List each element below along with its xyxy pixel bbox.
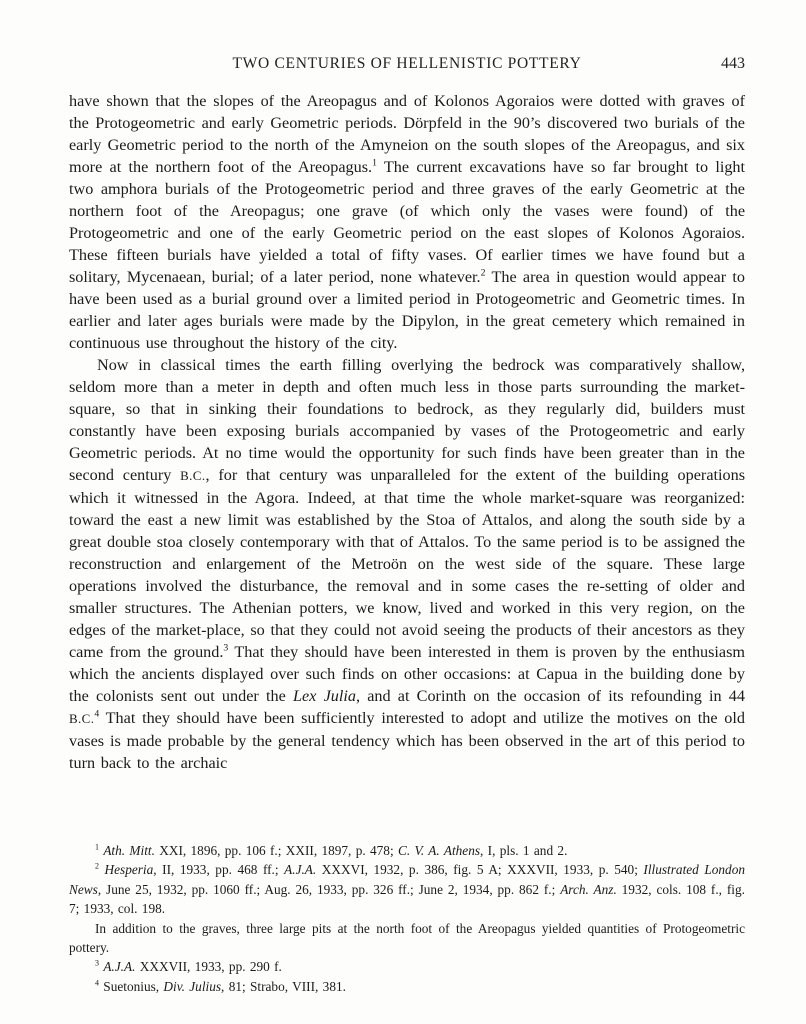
footnote [69,919,745,958]
text-segment: The area in question would appear to have been used as a burial ground over a limited period in Protogeometric and Geometric times. In earlier and later ages burials were made by the Dipylon, in the great cemetery which remained in continuous use throughout the history of the city. [69,268,745,352]
footnote-reference: 3 [223,642,229,654]
text-segment: B.C. [69,711,95,726]
footnote [69,841,745,860]
footnote-reference: 2 [480,267,486,279]
text-segment: , and at Corinth on the occasion of its refounding in 44 [355,687,745,705]
footnote [69,977,745,996]
body-text [69,90,745,774]
footnote [69,957,745,976]
footnote-reference: 2 [95,861,99,871]
footnote-reference: 1 [95,842,99,852]
text-segment: , II, 1933, pp. 468 ff.; [153,862,285,878]
paragraph [69,90,745,354]
footnote-reference: 4 [95,978,99,988]
page-number: 443 [721,55,745,72]
text-segment: XXI, 1896, pp. 106 f.; XXII, 1897, p. 478; [154,843,398,858]
footnote-reference: 1 [372,157,377,169]
text-segment: The current excavations have so far brought to light two amphora burials of the Protogeometric period and three graves of the early Geometric at the northern foot of the Areopagus; one grave (of which only the vases were found) of the Protogeometric and one of the early Geometric period on the east slopes of Kolonos Agoraios. These fifteen burials have yielded a total of fifty vases. Of earlier times we have found but a solitary, Mycenaean, burial; of a later period, none whatever. [69,158,746,286]
text-segment: Arch. Anz. [560,881,617,897]
paragraph [69,354,745,774]
text-segment: Hesperia [104,862,154,878]
text-segment: , I, pls. 1 and 2. [480,843,568,858]
footnotes [69,841,745,996]
text-segment: Ath. Mitt. [103,843,155,858]
text-segment: Lex Julia [292,687,356,705]
text-segment: 1932, cols. 108 f., fig. 7; 1933, col. 198. [69,881,745,917]
text-segment: XXXVI, 1932, p. 386, fig. 5 A; XXXVII, 1933, p. 540; [316,862,644,878]
text-segment: Div. Julius [163,978,222,994]
text-segment: C. V. A. Athens [397,843,481,858]
text-segment: Suetonius, [98,978,164,994]
footnote [69,860,745,918]
text-segment: B.C. [180,468,206,483]
text-segment: , June 25, 1932, pp. 1060 ff.; Aug. 26, 1933, pp. 326 ff.; June 2, 1934, pp. 862 f.; [97,881,561,897]
text-segment: , 81; Strabo, VIII, 381. [221,978,346,994]
text-segment: A.J.A. [284,862,317,878]
footnote-reference: 4 [94,708,100,720]
text-segment: That they should have been sufficiently interested to adopt and utilize the motives on the old vases is made probable by the general tendency which has been observed in the art of this period to turn back to the archaic [69,709,745,772]
text-segment: Illustrated London News [69,862,745,897]
text-segment: XXXVII, 1933, pp. 290 f. [135,959,282,975]
text-segment: Now in classical times the earth filling overlying the bedrock was comparatively shallow, seldom more than a meter in depth and often much less in those parts surrounding the market-square, so that in sinking their foundations to bedrock, as they regularly did, builders must constantly have been exposing burials accompanied by vases of the Protogeometric and early Geometric periods. At no time would the opportunity for such finds have been greater than in the second century [69,356,745,484]
footnote-reference: 3 [95,959,99,969]
page-header [69,55,745,77]
text-segment: A.J.A. [103,959,136,975]
text-segment: That they should have been interested in them is proven by the enthusiasm which the ancients displayed over such finds on other occasions: at Capua in the building done by the colonists sent out under the [69,643,745,705]
text-segment: have shown that the slopes of the Areopagus and of Kolonos Agoraios were dotted with graves of the Protogeometric and early Geometric periods. Dörpfeld in the 90’s discovered two burials of the early Geometric period to the north of the Amyneion on the south slopes of the Areopagus, and six more at the northern foot of the Areopagus. [69,92,745,176]
text-segment: , for that century was unparalleled for the extent of the building operations which it witnessed in the Agora. Indeed, at that time the whole market-square was reorganized: toward the east a new limit was established by the Stoa of Attalos, and along the south side by a great double stoa closely contemporary with that of Attalos. To the same period is to be assigned the reconstruction and enlargement of the Metroön on the west side of the square. These large operations involved the disturbance, the removal and in some cases the re-setting of older and smaller structures. The Athenian potters, we know, lived and worked in this very region, on the edges of the market-place, so that they could not avoid seeing the products of their ancestors as they came from the ground. [69,466,745,661]
article-title: TWO CENTURIES OF HELLENISTIC POTTERY [232,55,582,72]
text-segment: In addition to the graves, three large pits at the north foot of the Areopagus yielded quantities of Protogeometric pottery. [69,920,745,956]
